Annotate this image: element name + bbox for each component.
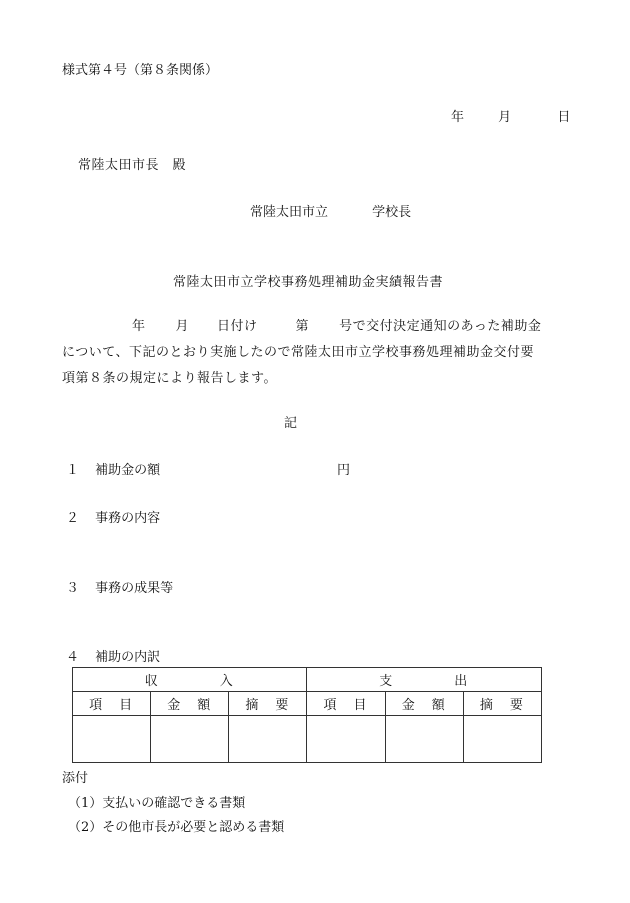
item-4-label: 補助の内訳 (95, 650, 161, 665)
body-rest-line1: 号で交付決定通知のあった補助金 (339, 319, 542, 334)
body-number-prefix: 第 (295, 319, 310, 334)
income-amount-cell (151, 716, 229, 763)
income-amount-header: 金 額 (151, 692, 229, 716)
body-line-3: 項第８条の規定により報告します。 (62, 371, 277, 386)
date-line (451, 106, 570, 125)
table-row (73, 716, 542, 763)
expense-item-cell (307, 716, 385, 763)
body-paragraph (62, 314, 580, 392)
item-1-number: １ (66, 463, 80, 478)
sender (250, 201, 411, 220)
document-title: 常陸太田市立学校事務処理補助金実績報告書 (173, 275, 444, 290)
body-day-dated: 日付け (217, 319, 258, 334)
expense-header: 支 出 (307, 668, 542, 692)
sender-suffix: 学校長 (372, 205, 412, 220)
date-year: 年 (451, 110, 465, 125)
item-4 (66, 646, 160, 665)
expense-amount-cell (385, 716, 463, 763)
expense-summary-header: 摘 要 (463, 692, 541, 716)
expense-summary-cell (463, 716, 541, 763)
item-4-number: ４ (66, 650, 80, 665)
body-line-2: について、下記のとおり実施したので常陸太田市立学校事務処理補助金交付要 (62, 345, 534, 360)
item-1-label: 補助金の額 (95, 463, 161, 478)
income-item-header: 項 目 (73, 692, 151, 716)
addressee: 常陸太田市長 殿 (78, 158, 187, 173)
income-item-cell (73, 716, 151, 763)
income-summary-header: 摘 要 (229, 692, 307, 716)
attachments-heading: 添付 (62, 771, 89, 786)
body-year: 年 (132, 319, 146, 334)
amount-unit: 円 (337, 463, 351, 478)
expense-item-header: 項 目 (307, 692, 385, 716)
expense-amount-header: 金 額 (385, 692, 463, 716)
income-header: 収 入 (73, 668, 307, 692)
date-month: 月 (498, 110, 512, 125)
item-2-label: 事務の内容 (95, 511, 161, 526)
table-header-row (73, 668, 542, 692)
income-summary-cell (229, 716, 307, 763)
item-3-label: 事務の成果等 (95, 581, 174, 596)
form-number: 様式第４号（第８条関係） (62, 63, 219, 78)
item-3-number: ３ (66, 581, 80, 596)
sender-prefix: 常陸太田市立 (250, 205, 329, 220)
attachment-item: （2）その他市長が必要と認める書類 (68, 820, 285, 835)
item-2 (66, 507, 160, 526)
date-day: 日 (557, 110, 571, 125)
table-column-row (73, 692, 542, 716)
item-2-number: ２ (66, 511, 80, 526)
body-month: 月 (175, 319, 190, 334)
item-3 (66, 577, 173, 596)
body-line-1 (62, 314, 580, 340)
breakdown-table (72, 667, 542, 763)
attachment-item: （1）支払いの確認できる書類 (68, 796, 246, 811)
ki-heading: 記 (284, 416, 298, 431)
item-1 (66, 459, 160, 478)
